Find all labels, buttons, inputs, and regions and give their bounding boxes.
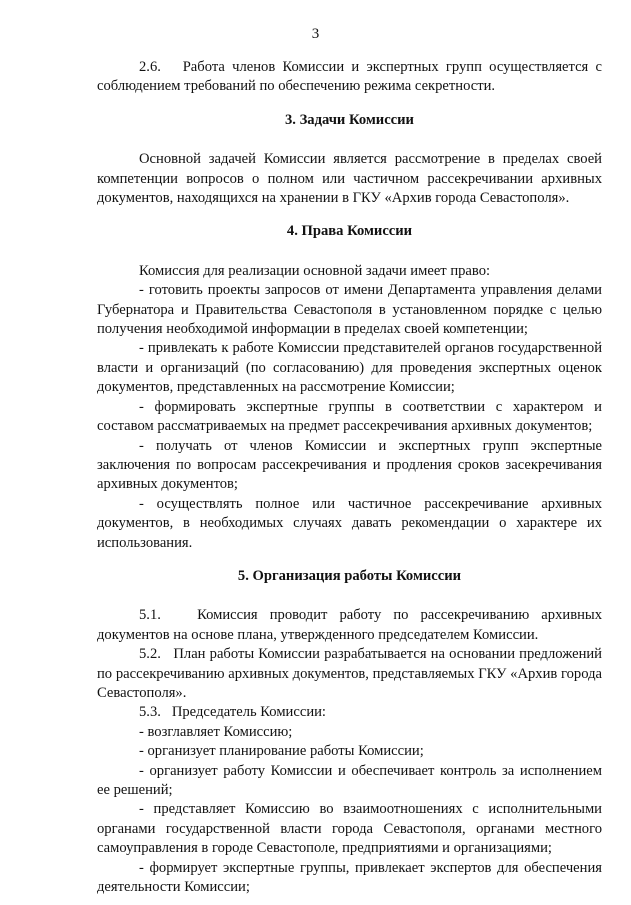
- chairman-duty-item: - организует работу Комиссии и обеспечивает контроль за исполнением ее решений;: [97, 762, 602, 798]
- paragraph-5-2: 5.2. План работы Комиссии разрабатывается на основании предложений по рассекречиванию архивных документов, представляемых ГКУ «Архив города Севастополя».: [97, 646, 602, 701]
- rights-item: - привлекать к работе Комиссии представителей органов государственной власти и организаций (по согласованию) для проведения экспертных оценок документов, представленных на рассмотрение Комиссии;: [97, 340, 602, 396]
- paragraph-main-task: Основной задачей Комиссии является рассмотрение в пределах своей компетенции вопросов о полном или частичном рассекречивании архивных документов, находящихся на хранении в ГКУ «Архив города Севастополя».: [97, 151, 602, 207]
- chairman-duty-item: - организует планирование работы Комиссии;: [139, 743, 424, 760]
- rights-item: - готовить проекты запросов от имени Департамента управления делами Губернатора и Правительства Севастополя в установленном порядке с целью получения необходимой информации в пределах своей компетенции;: [97, 282, 602, 338]
- chairman-duty-item: - представляет Комиссию во взаимоотношениях с исполнительными органами государственной власти города Севастополя, органами местного самоуправления в городе Севастополе, предприятиями и организациями;: [97, 801, 602, 857]
- paragraph-rights-intro: Комиссия для реализации основной задачи имеет право:: [139, 262, 491, 279]
- rights-item: - осуществлять полное или частичное рассекречивание архивных документов, в необходимых случаях давать рекомендации о характере их использования.: [97, 495, 602, 551]
- chairman-duty-item: - формирует экспертные группы, привлекает экспертов для обеспечения деятельности Комиссии;: [97, 859, 602, 896]
- heading-section-4: 4. Права Комиссии: [286, 223, 413, 240]
- page-number: 3: [311, 26, 320, 42]
- paragraph-2-6: 2.6. Работа членов Комиссии и экспертных групп осуществляется с соблюдением требований по обеспечению режима секретности.: [97, 59, 602, 95]
- heading-section-5: 5. Организация работы Комиссии: [237, 567, 462, 584]
- heading-section-3: 3. Задачи Комиссии: [285, 111, 414, 128]
- paragraph-5-1: 5.1. Комиссия проводит работу по рассекречиванию архивных документов на основе плана, утвержденного председателем Комиссии.: [97, 607, 602, 643]
- rights-item: - формировать экспертные группы в соответствии с характером и составом рассматриваемых на предмет рассекречивания архивных документов;: [97, 398, 602, 435]
- document-body: [97, 58, 602, 897]
- rights-item: - получать от членов Комиссии и экспертных групп экспертные заключения по вопросам рассекречивания и продления сроков засекречивания архивных документов;: [97, 437, 602, 493]
- chairman-duty-item: - возглавляет Комиссию;: [139, 723, 293, 740]
- paragraph-5-3: 5.3. Председатель Комиссии:: [139, 704, 326, 721]
